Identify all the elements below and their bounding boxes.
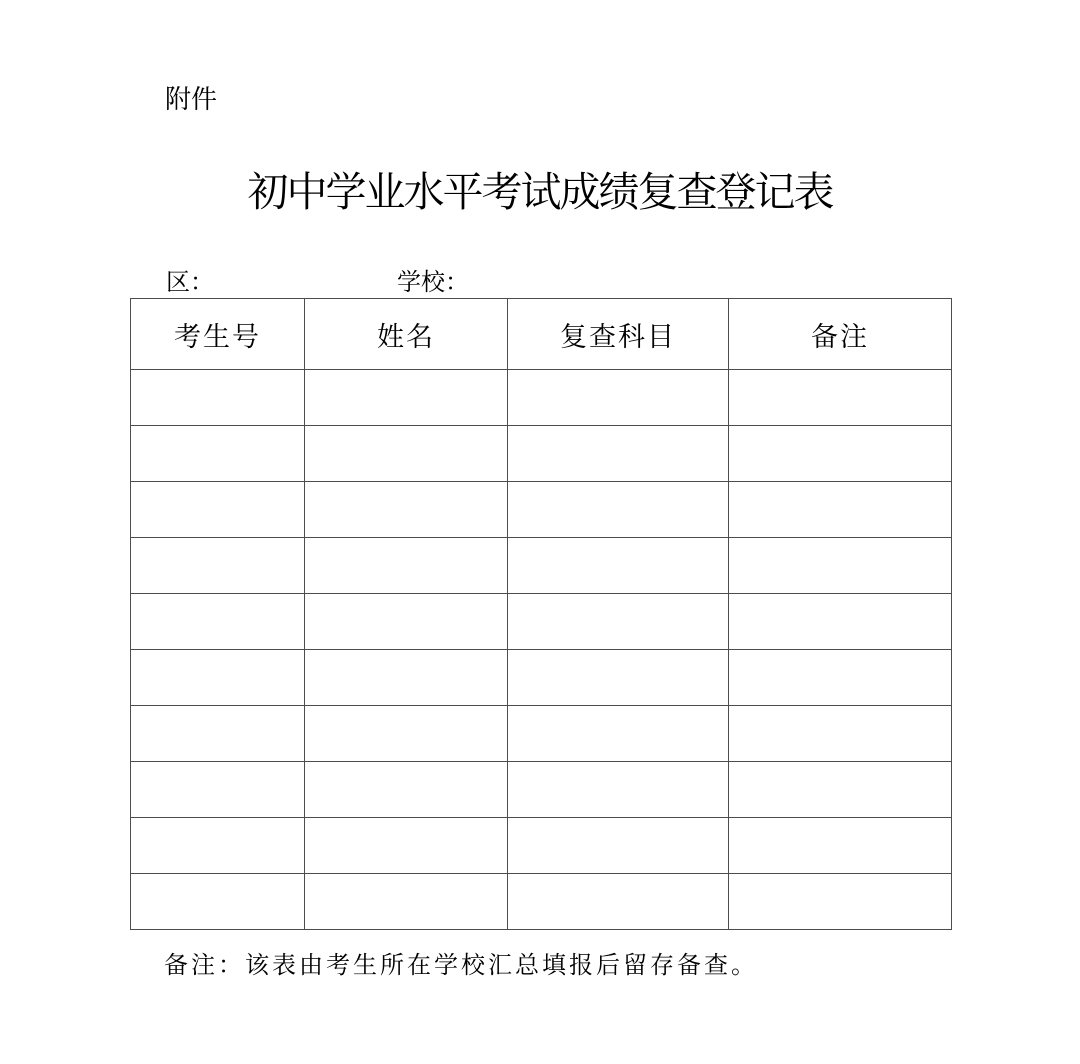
review-subject-cell[interactable] [508, 538, 729, 594]
review-subject-cell[interactable] [508, 594, 729, 650]
table-row [131, 706, 952, 762]
remarks-cell[interactable] [729, 874, 952, 930]
exam-number-cell[interactable] [131, 650, 305, 706]
page-title: 初中学业水平考试成绩复查登记表 [247, 168, 833, 216]
name-cell[interactable] [305, 594, 508, 650]
remarks-cell[interactable] [729, 818, 952, 874]
exam-number-cell[interactable] [131, 594, 305, 650]
review-subject-cell[interactable] [508, 762, 729, 818]
review-subject-cell[interactable] [508, 706, 729, 762]
name-cell[interactable] [305, 482, 508, 538]
table-row [131, 818, 952, 874]
exam-number-cell[interactable] [131, 874, 305, 930]
attachment-label: 附件 [165, 85, 218, 115]
remarks-cell[interactable] [729, 762, 952, 818]
table-row [131, 482, 952, 538]
remarks-cell[interactable] [729, 482, 952, 538]
review-subject-cell[interactable] [508, 650, 729, 706]
table-row [131, 426, 952, 482]
remarks-cell[interactable] [729, 594, 952, 650]
review-subject-cell[interactable] [508, 482, 729, 538]
exam-number-cell[interactable] [131, 538, 305, 594]
table-row [131, 762, 952, 818]
exam-number-cell[interactable] [131, 482, 305, 538]
exam-number-cell[interactable] [131, 762, 305, 818]
name-cell[interactable] [305, 650, 508, 706]
name-cell[interactable] [305, 426, 508, 482]
remarks-cell[interactable] [729, 650, 952, 706]
remarks-cell[interactable] [729, 538, 952, 594]
school-field-label: 学校： [397, 268, 469, 296]
footer-note: 备注：该表由考生所在学校汇总填报后留存备查。 [164, 951, 758, 979]
exam-number-cell[interactable] [131, 818, 305, 874]
name-cell[interactable] [305, 818, 508, 874]
review-subject-cell[interactable] [508, 874, 729, 930]
name-cell[interactable] [305, 706, 508, 762]
name-cell[interactable] [305, 874, 508, 930]
table-row [131, 874, 952, 930]
remarks-cell[interactable] [729, 706, 952, 762]
district-field-label: 区： [166, 268, 214, 296]
remarks-cell[interactable] [729, 426, 952, 482]
exam-number-cell[interactable] [131, 426, 305, 482]
table-row [131, 650, 952, 706]
header-exam-number: 考生号 [131, 299, 305, 370]
name-cell[interactable] [305, 538, 508, 594]
table-body [131, 370, 952, 930]
table-row [131, 594, 952, 650]
review-subject-cell[interactable] [508, 370, 729, 426]
remarks-cell[interactable] [729, 370, 952, 426]
exam-number-cell[interactable] [131, 706, 305, 762]
review-subject-cell[interactable] [508, 818, 729, 874]
header-name: 姓名 [305, 299, 508, 370]
header-review-subject: 复查科目 [508, 299, 729, 370]
name-cell[interactable] [305, 370, 508, 426]
registration-table [130, 298, 952, 930]
name-cell[interactable] [305, 762, 508, 818]
exam-number-cell[interactable] [131, 370, 305, 426]
table-header-row [131, 299, 952, 370]
table-row [131, 538, 952, 594]
table-row [131, 370, 952, 426]
review-subject-cell[interactable] [508, 426, 729, 482]
header-remarks: 备注 [729, 299, 952, 370]
